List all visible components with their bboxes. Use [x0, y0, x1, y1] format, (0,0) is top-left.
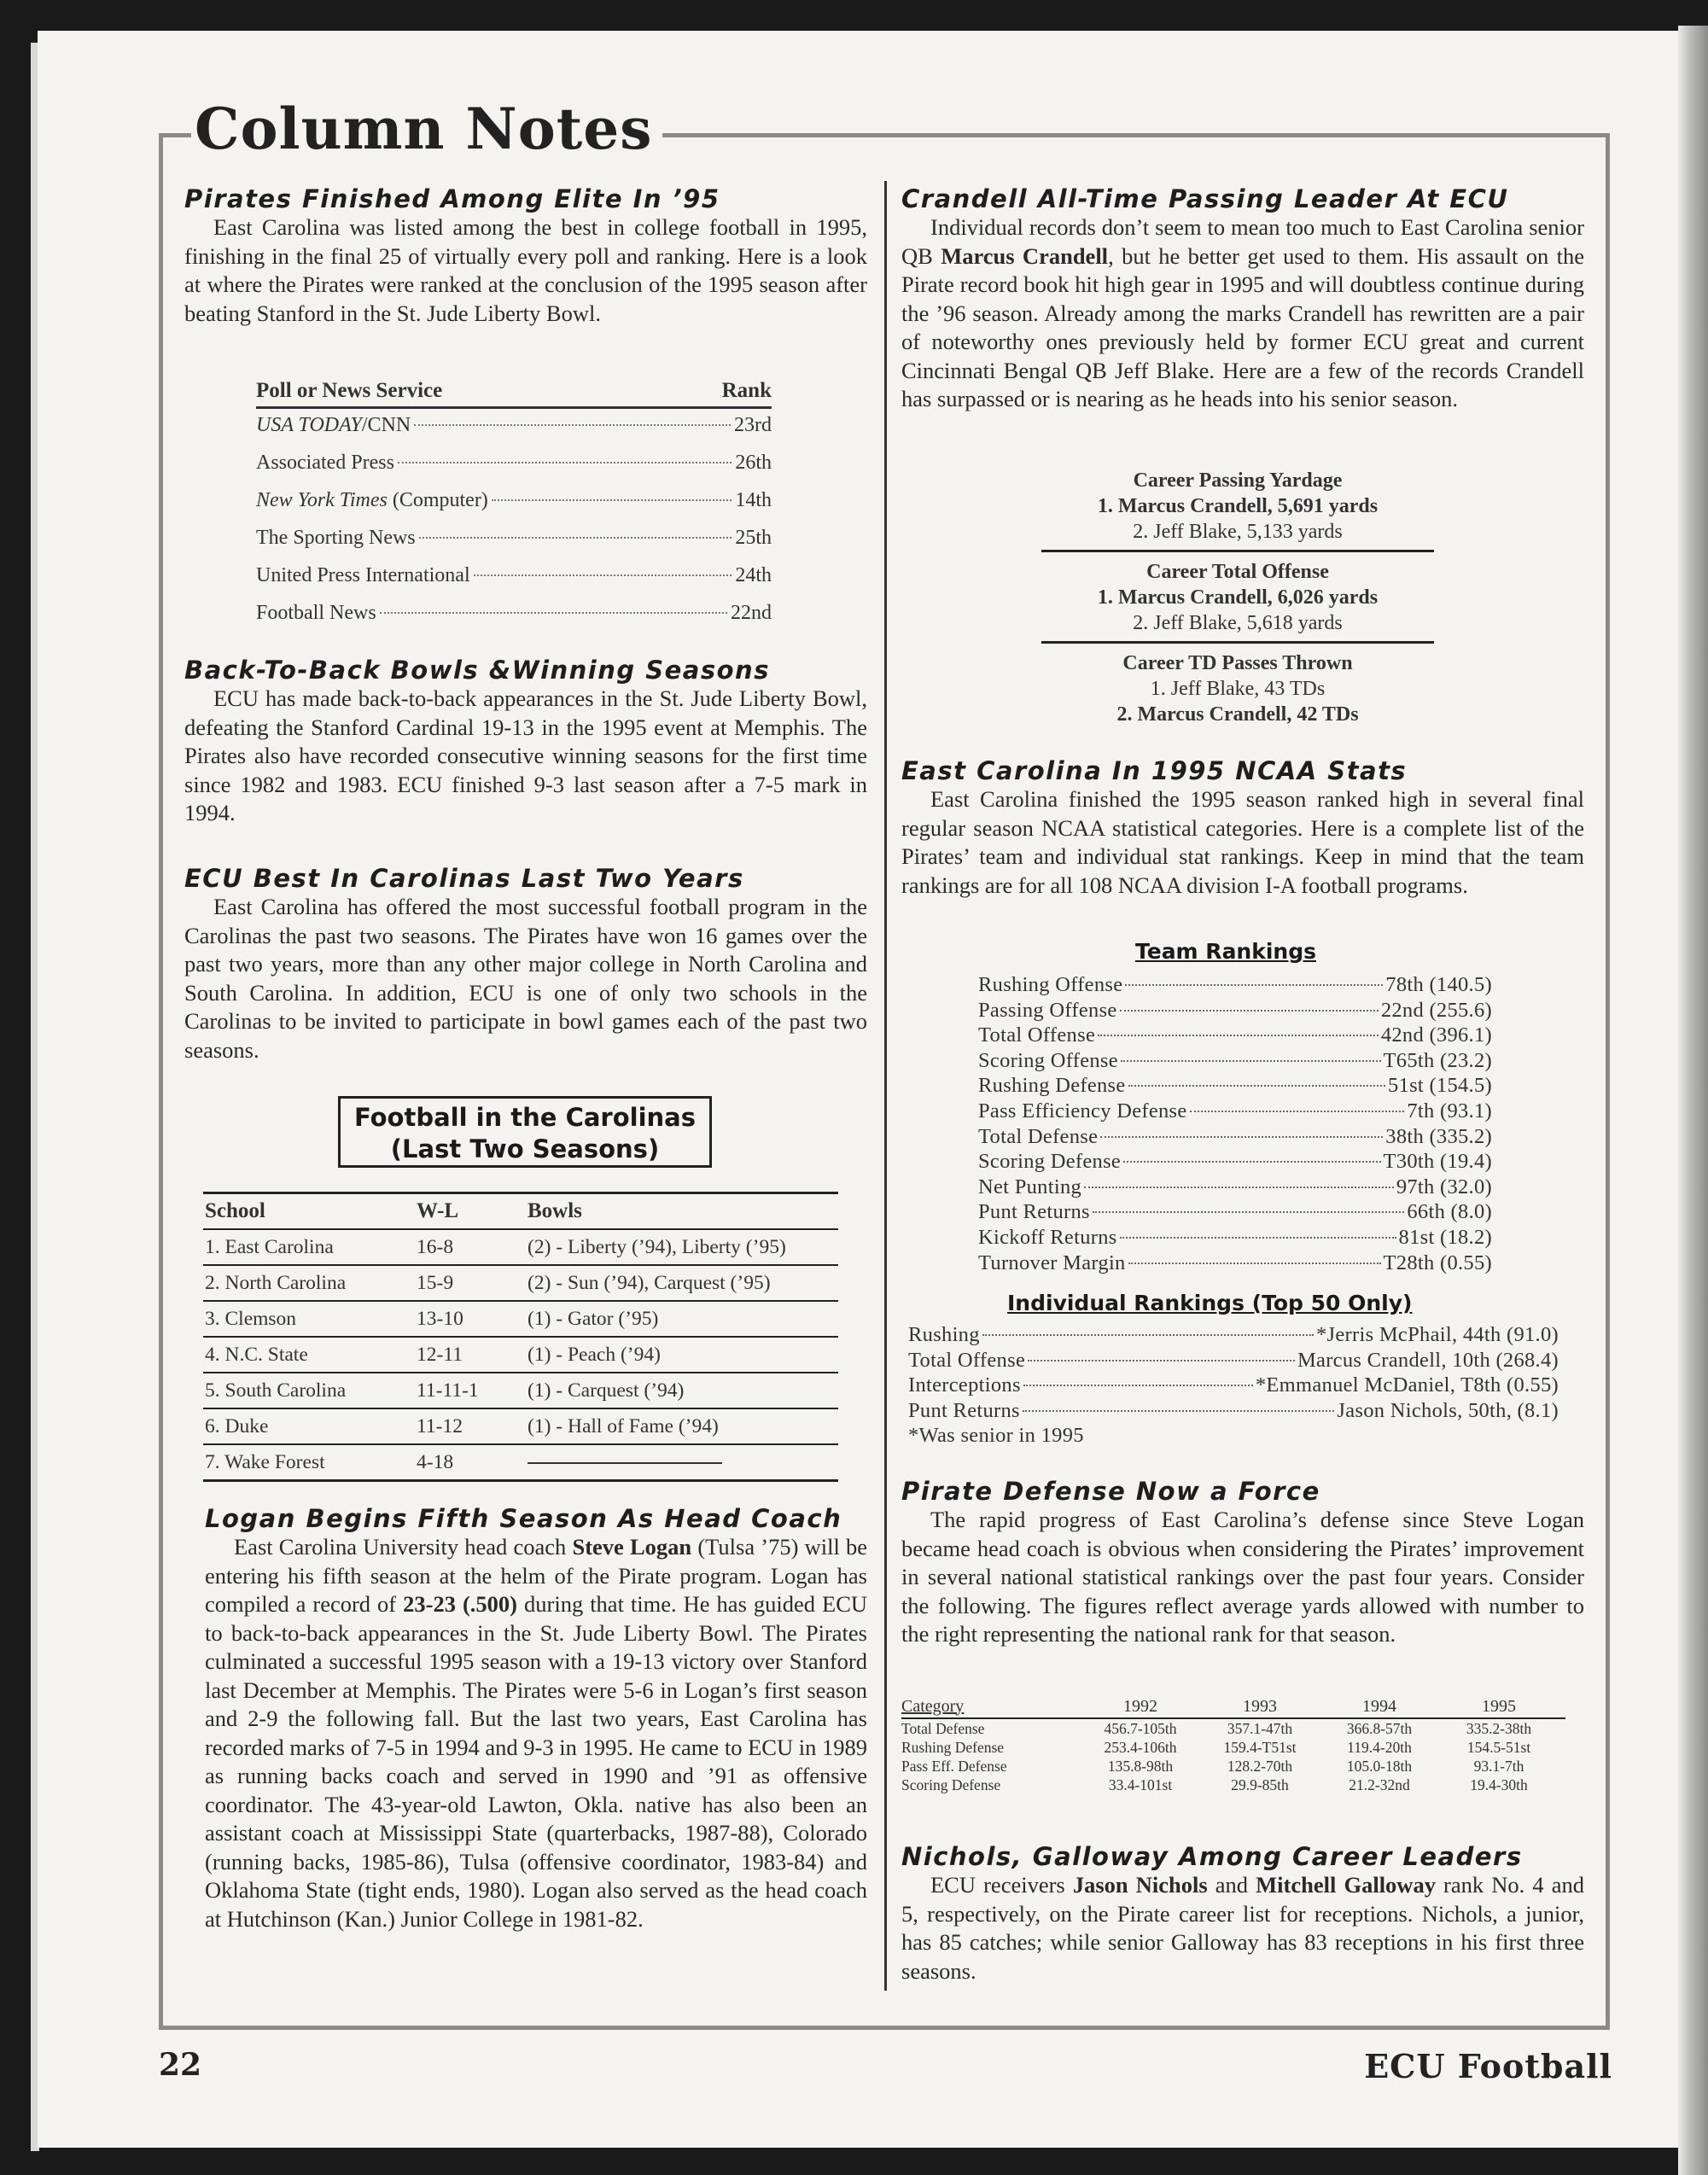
article-body: East Carolina University head coach Steve Logan (Tulsa ’75) will be entering his fifth season at the helm of the Pirate program. Logan has compiled a record of 23-23 (.500) during that time. He has guided ECU to back-to-back appearances in the St. Jude Liberty Bowl. The Pirates culminated a successful 1995 season with a 19-13 victory over Stanford last December at Memphis. The Pirates were 5-6 in Logan’s first season and 2-9 the following fall. But the last two years, East Carolina has recorded marks of 7-5 in 1994 and 9-3 in 1995. He came to ECU in 1989 as running backs coach and served in 1990 and ’91 as offensive coordinator. The 43-year-old Lawton, Okla. native has also been an assistant coach at Mississippi State (quarterbacks, 1987-88), Colorado (running backs, 1985-86), Tulsa (offensive coordinator, 1983-84) and Oklahoma State (tight ends, 1980). Logan also served as the head coach at Hutchinson (Kan.) Junior College in 1981-82. [205, 1534, 868, 1932]
article-body: Individual records don’t seem to mean too much to East Carolina senior QB Marcus Crandell, but he better get used to them. His assault on the Pirate record book hit high gear in 1995 and will doubtless continue during the ’96 season. Already among the marks Crandell has rewritten are a pair of noteworthy ones previously held by former ECU great and current Cincinnati Bengal QB Jeff Blake. Here are a few of the records Crandell has surpassed or is nearing as he heads into his senior season. [901, 214, 1584, 411]
article-body: East Carolina was listed among the best in college football in 1995, finishing in the final 25 of virtually every poll and ranking. Here is a look at where the Pirates were ranked at the conclusion of the 1995 season after beating Stanford in the St. Jude Liberty Bowl. [184, 214, 867, 326]
article-heading: Nichols, Galloway Among Career Leaders [901, 1842, 1523, 1871]
polls-col-rank: Rank [721, 379, 772, 402]
table-row: Total Defense 456.7-105th 357.1-47th 366.8-57th 335.2-38th [901, 1719, 1532, 1737]
polls-table [256, 379, 772, 639]
poll-row: United Press International 24th [256, 564, 772, 586]
individual-rankings-heading: Individual Rankings (Top 50 Only) [1007, 1291, 1413, 1315]
table-row: 7. Wake Forest 4-18 [203, 1445, 838, 1482]
article-defense [901, 1477, 1584, 1649]
poll-row: The Sporting News 25th [256, 527, 772, 549]
page-number: 22 [159, 2047, 202, 2083]
crandell-records: Career Passing Yardage 1. Marcus Crandell, 5,691 yards 2. Jeff Blake, 5,133 yards Career Total Offense 1. Marcus Crandell, 6,026 yards 2. Jeff Blake, 5,618 yards Career TD Passes Thrown 1. Jeff Blake, 43 TDs 2. Marcus Crandell, 42 TDs [1041, 468, 1434, 727]
table-row: 2. North Carolina 15-9 (2) - Sun (’94), Carquest (’95) [203, 1266, 838, 1302]
team-rankings-heading: Team Rankings [1135, 939, 1316, 964]
section-title: Column Notes [191, 101, 662, 157]
footer-title: ECU Football [1364, 2047, 1612, 2085]
article-pirates-elite [184, 184, 867, 328]
article-body: ECU has made back-to-back appearances in the St. Jude Liberty Bowl, defeating the Stanford Cardinal 19-13 in the 1995 event at Memphis. The Pirates also have recorded consecutive winning seasons for the first time since 1982 and 1983. ECU finished 9-3 last season after a 7-5 mark in 1994. [184, 685, 867, 825]
article-body: The rapid progress of East Carolina’s defense since Steve Logan became head coach is obvious when considering the Pirates’ improvement in several national statistical rankings over the past four years. Consider the following. The figures reflect average yards allowed with number to the right representing the national rank for that season. [901, 1507, 1584, 1647]
article-body: ECU receivers Jason Nichols and Mitchell Galloway rank No. 4 and 5, respectively, on the Pirate career list for receptions. Nichols, a junior, has 85 catches; while senior Galloway has 83 receptions in his first three seasons. [901, 1872, 1584, 1984]
table-row: Scoring Defense 33.4-101st 29.9-85th 21.2-32nd 19.4-30th [901, 1776, 1528, 1793]
table-row: 4. N.C. State 12-11 (1) - Peach (’94) [203, 1338, 838, 1373]
list-item: Punt Returns Jason Nichols, 50th, (8.1) [908, 1398, 1559, 1422]
list-item: Pass Efficiency Defense 7th (93.1) [978, 1099, 1492, 1122]
list-item: Scoring Offense T65th (23.2) [978, 1048, 1492, 1072]
table-row: 1. East Carolina 16-8 (2) - Liberty (’94), Liberty (’95) [203, 1230, 838, 1266]
list-item: Interceptions *Emmanuel McDaniel, T8th (0.55) [908, 1373, 1559, 1397]
polls-col-service: Poll or News Service [256, 379, 443, 402]
list-item: Total Offense Marcus Crandell, 10th (268.4) [908, 1348, 1559, 1372]
article-heading: Logan Begins Fifth Season As Head Coach [205, 1504, 842, 1533]
polls-header [256, 379, 772, 409]
table-row: Rushing Defense 253.4-106th 159.4-T51st 119.4-20th 154.5-51st [901, 1738, 1531, 1756]
article-ncaa-stats [901, 756, 1584, 900]
table-header: Category 1992 1993 1994 1995 [901, 1695, 1565, 1719]
article-back-to-back [184, 656, 867, 828]
article-body: East Carolina finished the 1995 season ranked high in several final regular season NCAA statistical categories. Here is a complete list of the Pirates’ team and individual stat rankings. Keep in mind that the team rankings are for all 108 NCAA division I-A football programs. [901, 786, 1584, 898]
list-item: Punt Returns 66th (8.0) [978, 1200, 1492, 1224]
table-row: 3. Clemson 13-10 (1) - Gator (’95) [203, 1302, 838, 1338]
page-edge [1678, 26, 1708, 2175]
table-row: Pass Eff. Defense 135.8-98th 128.2-70th 105.0-18th 93.1-7th [901, 1757, 1524, 1775]
list-item: Kickoff Returns 81st (18.2) [978, 1225, 1492, 1249]
empty-bowls-dash [528, 1462, 722, 1464]
article-crandell [901, 184, 1584, 414]
article-heading: ECU Best In Carolinas Last Two Years [184, 864, 744, 893]
list-item: Rushing Offense 78th (140.5) [978, 973, 1492, 996]
list-item: Total Offense 42nd (396.1) [978, 1023, 1492, 1047]
list-item: Rushing *Jerris McPhail, 44th (91.0) [908, 1323, 1559, 1346]
team-rankings-list [978, 973, 1492, 1276]
column-divider [884, 181, 887, 1991]
list-item: Rushing Defense 51st (154.5) [978, 1074, 1492, 1098]
list-item: Passing Offense 22nd (255.6) [978, 998, 1492, 1022]
list-item: Scoring Defense T30th (19.4) [978, 1150, 1492, 1174]
article-heading: Pirate Defense Now a Force [901, 1477, 1320, 1506]
article-heading: Crandell All-Time Passing Leader At ECU [901, 184, 1509, 213]
article-nichols-galloway [901, 1842, 1584, 1985]
list-item: Net Punting 97th (32.0) [978, 1175, 1492, 1198]
carolinas-box-title: Football in the Carolinas (Last Two Seasons) [338, 1096, 712, 1168]
poll-row: USA TODAY/CNN 23rd [256, 414, 772, 436]
poll-row: Associated Press 26th [256, 452, 772, 474]
article-ecu-best [184, 864, 867, 1064]
article-heading: East Carolina In 1995 NCAA Stats [901, 756, 1408, 785]
table-header: School W-L Bowls [203, 1192, 838, 1230]
carolinas-table [203, 1192, 838, 1482]
individual-rankings-list [908, 1323, 1559, 1449]
list-item: Turnover Margin T28th (0.55) [978, 1251, 1492, 1274]
article-logan [205, 1504, 867, 1933]
article-heading: Back-To-Back Bowls &Winning Seasons [184, 656, 770, 685]
list-item: Total Defense 38th (335.2) [978, 1124, 1492, 1148]
individual-rankings-note: *Was senior in 1995 [908, 1424, 1084, 1448]
defense-table [901, 1695, 1565, 1794]
poll-row: Football News 22nd [256, 602, 772, 624]
poll-row: New York Times (Computer) 14th [256, 489, 772, 511]
article-heading: Pirates Finished Among Elite In ’95 [184, 184, 720, 213]
article-body: East Carolina has offered the most successful football program in the Carolinas the past two seasons. The Pirates have won 16 games over the past two years, more than any other major college in North Carolina and South Carolina. In addition, ECU is one of only two schools in the Carolinas to be invited to participate in bowl games each of the past two seasons. [184, 894, 867, 1063]
table-row: 5. South Carolina 11-11-1 (1) - Carquest (’94) [203, 1373, 838, 1409]
table-row: 6. Duke 11-12 (1) - Hall of Fame (’94) [203, 1409, 838, 1445]
